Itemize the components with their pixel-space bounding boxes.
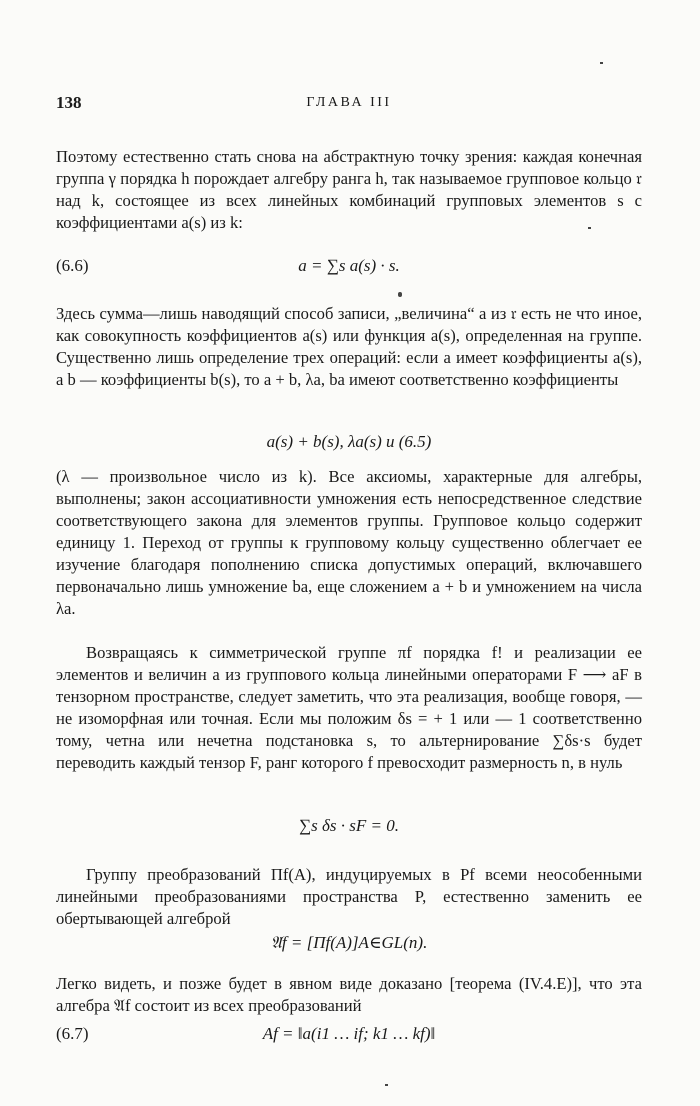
paragraph-5: Группу преобразований Πf(A), индуцируемых в Pf всеми неособенными линейными преобразованиями пространства P, естественно заменить ее обертывающей алгеброй <box>56 865 642 928</box>
scan-speck <box>398 292 402 297</box>
scan-speck <box>385 1084 388 1086</box>
scan-speck <box>600 62 603 64</box>
equation-body: Af = ‖a(i1 … if; k1 … kf)‖ <box>262 1024 436 1043</box>
equation-6-6 <box>56 256 642 286</box>
paragraph-2: Здесь сумма—лишь наводящий способ записи, „величина“ a из 𝔯 есть не что иное, как совокупность коэффициентов a(s) или функция a(s), определенная на группе. Существенно лишь определение трех операций: если a имеет коэффициенты a(s), a b — коэффициенты b(s), то a + b, λa, ba имеют соответственно коэффициенты <box>56 304 642 389</box>
equation-body: ∑s δs · sF = 0. <box>299 816 399 835</box>
page-number: 138 <box>56 93 82 112</box>
equation-coefficients <box>56 432 642 462</box>
chapter-title: ГЛАВА III <box>306 95 392 110</box>
equation-body: 𝔄f = [Πf(A)]A∈GL(n). <box>270 933 428 952</box>
equation-label: (6.6) <box>56 256 89 275</box>
paragraph-6: Легко видеть, и позже будет в явном виде доказано [теорема (IV.4.E)], что эта алгебра 𝔄f состоит из всех преобразований <box>56 974 642 1015</box>
equation-body: a = ∑s a(s) · s. <box>298 256 400 275</box>
paragraph-1: Поэтому естественно стать снова на абстрактную точку зрения: каждая конечная группа γ порядка h порождает алгебру ранга h, так называемое групповое кольцо 𝔯 над k, состоящее из всех линейных комбинаций групповых элементов s с коэффициентами a(s) из k: <box>56 147 642 232</box>
equation-label: (6.7) <box>56 1024 89 1043</box>
paragraph-3: (λ — произвольное число из k). Все аксиомы, характерные для алгебры, выполнены; закон ассоциативности умножения есть непосредственное следствие соответствующего закона для элементов группы. Групповое кольцо содержит единицу 1. Переход от группы к групповому кольцу существенно облегчает ее изучение благодаря пополнению списка допустимых операций, включавшего первоначально лишь умножение ba, еще сложением a + b и умножением на числа λa. <box>56 467 642 618</box>
equation-alternation <box>56 816 642 846</box>
equation-body: a(s) + b(s), λa(s) и (6.5) <box>266 432 432 451</box>
scan-speck <box>588 227 591 229</box>
paragraph-4: Возвращаясь к симметрической группе πf порядка f! и реализации ее элементов и величин a из группового кольца линейными операторами F ⟶ aF в тензорном пространстве, следует заметить, что эта реализация, вообще говоря, — не изоморфная или точная. Если мы положим δs = + 1 или — 1 соответственно тому, четна или нечетна подстановка s, то альтернирование ∑δs·s будет переводить каждый тензор F, ранг которого f превосходит размерность n, в нуль <box>56 643 642 772</box>
equation-6-7 <box>56 1024 642 1054</box>
equation-algebra <box>56 933 642 963</box>
page-header <box>56 93 642 115</box>
